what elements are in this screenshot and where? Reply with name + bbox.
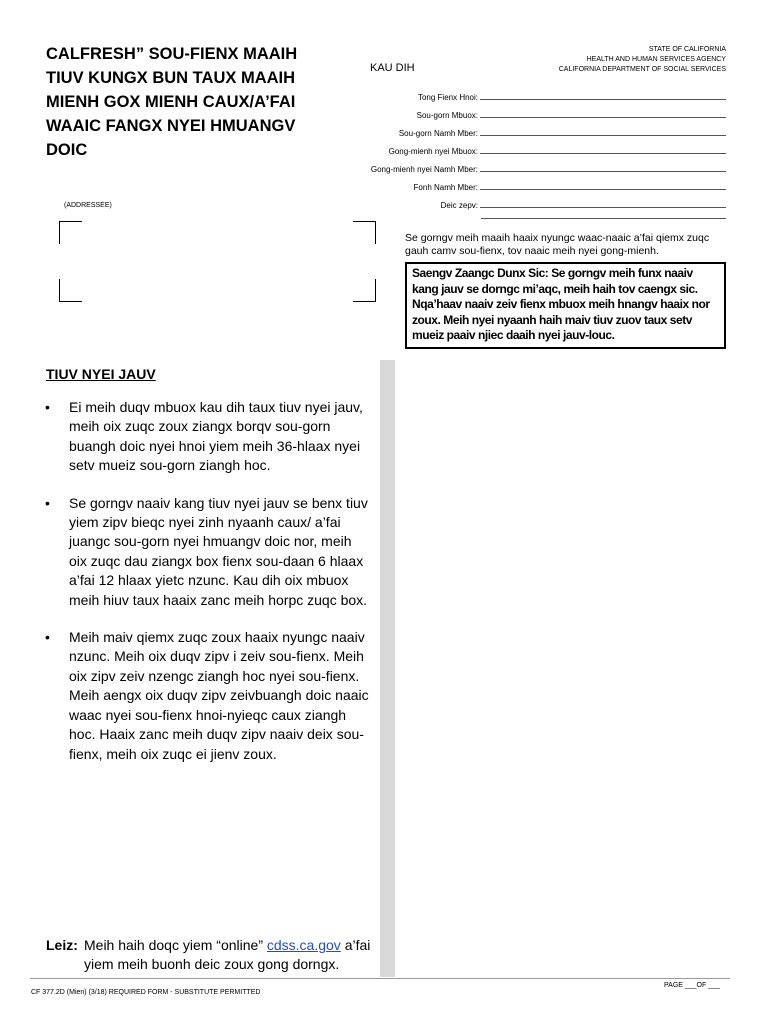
case-info-fields (350, 84, 726, 210)
field-label: Sou-gorn Mbuox: (416, 111, 478, 120)
field-worker-number (350, 156, 726, 174)
questions-notice: Se gorngv meih maaih haaix nyungc waac-naaic a’fai qiemx zuqc gauh camv sou-fienx, tov naaic meih nyei gong-mienh. (405, 232, 710, 257)
department-line: CALIFORNIA DEPARTMENT OF SOCIAL SERVICES (558, 66, 726, 73)
list-item-text: Ei meih duqv mbuox kau dih taux tiuv nyei jauv, meih oix zuqc zoux ziangx borqv sou-gorn buangh doic nyei hnoi yiem meih 36-hlaax nyei setv mueiz sou-gorn ziangh hoc. (69, 399, 363, 474)
field-label: Gong-mienh nyei Mbuox: (388, 147, 478, 156)
rights-heading: TIUV NYEI JAUV (46, 366, 156, 382)
case-name-input[interactable] (480, 108, 726, 118)
agency-line: HEALTH AND HUMAN SERVICES AGENCY (586, 56, 726, 63)
footer-divider (30, 978, 730, 979)
county-label: KAU DIH (370, 62, 415, 74)
bullet-icon: • (45, 399, 50, 415)
addressee-corner-mark (59, 279, 82, 302)
field-phone-number (350, 174, 726, 192)
addressee-corner-mark (353, 221, 376, 244)
list-item-text: Se gorngv naaiv kang tiuv nyei jauv se benx tiuv yiem zipv bieqc nyei zinh nyaanh caux/ a’fai juangc sou-gorn nyei hmuangv doic nor, meih oix zuqc dau ziangx box fienx sou-daan 6 hlaax a’fai 12 hlaax yietc nzunc. Kau dih oix mbuox meih hiuv taux haaix zanc meih horpc zuqc box. (69, 494, 368, 608)
field-label: Tong Fienx Hnoi: (417, 93, 478, 102)
important-notice-box: Saengv Zaangc Dunx Sic: Se gorngv meih funx naaiv kang jauv se dorngc mi’aqc, meih haih tov caengx sic. Nqa’haav naaiv zeiv fienx mbuox meih hnangv haaix nor zoux. Meih nyei nyaanh haih maiv tiuv zuov taux setv mueiz paaiv njiec daaih nyei jauv-louc. (405, 262, 726, 349)
addressee-corner-mark (353, 279, 376, 302)
agency-header (520, 45, 726, 75)
list-item (44, 398, 370, 476)
bullet-icon: • (45, 494, 50, 511)
field-label: Gong-mienh nyei Namh Mber: (370, 165, 478, 174)
note-text-before: Meih haih doqc yiem “online” (84, 937, 267, 953)
field-address (350, 192, 726, 210)
list-item (44, 494, 370, 610)
address-second-line[interactable] (481, 218, 726, 219)
addressee-corner-mark (59, 221, 82, 244)
field-label: Sou-gorn Namh Mber: (398, 129, 478, 138)
note-text (84, 936, 376, 975)
field-worker-name (350, 138, 726, 156)
form-id: CF 377.2D (Mien) (3/18) REQUIRED FORM - SUBSTITUTE PERMITTED (31, 989, 261, 996)
note-text-after: a’fai yiem meih buonh deic zoux gong dorngx. (84, 937, 371, 973)
worker-number-input[interactable] (480, 162, 726, 172)
notice-date-input[interactable] (480, 90, 726, 100)
page-number: PAGE ___OF ___ (664, 982, 720, 989)
rights-list (44, 398, 370, 782)
field-label: Deic zepv: (440, 201, 478, 210)
bullet-icon: • (45, 629, 50, 646)
field-label: Fonh Namh Mber: (413, 183, 478, 192)
field-case-name (350, 102, 726, 120)
online-note (46, 936, 376, 975)
case-number-input[interactable] (480, 126, 726, 136)
cdss-website-link[interactable]: cdss.ca.gov (266, 937, 341, 953)
worker-name-input[interactable] (480, 144, 726, 154)
note-label: Leiz: (46, 937, 78, 953)
field-notice-date (350, 84, 726, 102)
phone-number-input[interactable] (480, 180, 726, 190)
list-item-text: Meih maiv qiemx zuqc zoux haaix nyungc naaiv nzunc. Meih oix duqv zipv i zeiv sou-fienx. Meih oix zipv zeiv nzengc ziangh hoc nyei sou-fienx. Meih aengx oix duqv zipv zeivbuangh doic naaic waac nyei sou-fienx hnoi-nyieqc caux ziangh hoc. Haaix zanc meih duqv zipv naaiv deix sou-fienx, meih oix zuqc ei jienv zoux. (69, 629, 369, 762)
form-title: CALFRESH” SOU-FIENX MAAIH TIUV KUNGX BUN TAUX MAAIH MIENH GOX MIENH CAUX/A’FAI WAAIC FANGX NYEI HMUANGV DOIC (46, 45, 298, 159)
field-case-number (350, 120, 726, 138)
column-divider-bar (380, 360, 395, 977)
list-item (44, 628, 370, 764)
addressee-label: (ADDRESSEE) (64, 202, 112, 209)
address-input[interactable] (480, 198, 726, 208)
state-line: STATE OF CALIFORNIA (648, 46, 726, 53)
